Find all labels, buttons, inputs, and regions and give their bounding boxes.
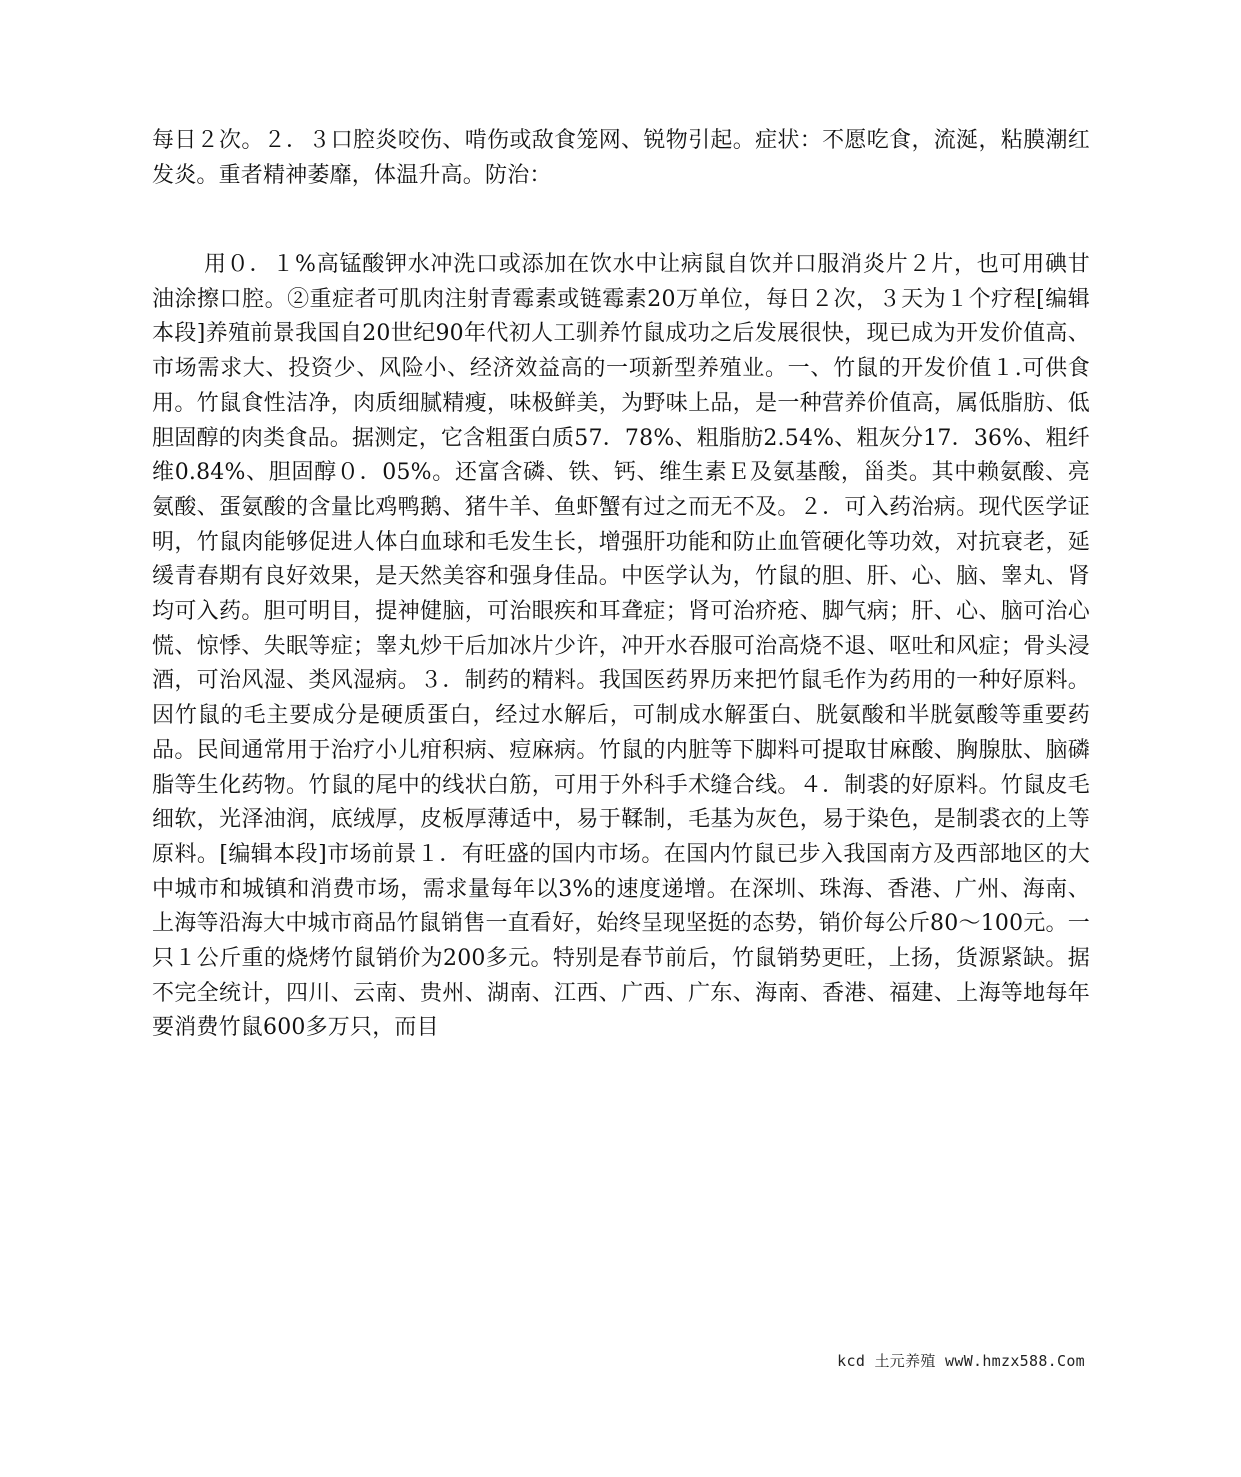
paragraph-stomatitis: 每日２次。２．３口腔炎咬伤、啃伤或敌食笼网、锐物引起。症状：不愿吃食，流涎，粘膜潮红发炎。重者精神萎靡，体温升高。防治： xyxy=(152,128,1090,188)
page-footer-watermark: kcd 土元养殖 wwW.hmzx588.Com xyxy=(837,1352,1085,1370)
paragraph-treatment-and-prospects: 用０．１%高锰酸钾水冲洗口或添加在饮水中让病鼠自饮并口服消炎片２片，也可用碘甘油涂擦口腔。②重症者可肌肉注射青霉素或链霉素20万单位，每日２次，３天为１个疗程[编辑本段]养殖前景我国自20世纪90年代初人工驯养竹鼠成功之后发展很快，现已成为开发价值高、市场需求大、投资少、风险小、经济效益高的一项新型养殖业。一、竹鼠的开发价值１.可供食用。竹鼠食性洁净，肉质细腻精瘦，味极鲜美，为野味上品，是一种营养价值高，属低脂肪、低胆固醇的肉类食品。据测定，它含粗蛋白质57．78%、粗脂肪2.54%、粗灰分17．36%、粗纤维0.84%、胆固醇０．05%。还富含磷、铁、钙、维生素Ｅ及氨基酸，甾类。其中赖氨酸、亮氨酸、蛋氨酸的含量比鸡鸭鹅、猪牛羊、鱼虾蟹有过之而无不及。２．可入药治病。现代医学证明，竹鼠肉能够促进人体白血球和毛发生长，增强肝功能和防止血管硬化等功效，对抗衰老，延缓青春期有良好效果，是天然美容和强身佳品。中医学认为，竹鼠的胆、肝、心、脑、睾丸、肾均可入药。胆可明目，提神健脑，可治眼疾和耳聋症；肾可治疥疮、脚气病；肝、心、脑可治心慌、惊悸、失眠等症；睾丸炒干后加冰片少许，冲开水吞服可治高烧不退、呕吐和风症；骨头浸酒，可治风湿、类风湿病。３．制药的精料。我国医药界历来把竹鼠毛作为药用的一种好原料。因竹鼠的毛主要成分是硬质蛋白，经过水解后，可制成水解蛋白、胱氨酸和半胱氨酸等重要药品。民间通常用于治疗小儿疳积病、痘麻病。竹鼠的内脏等下脚料可提取甘麻酸、胸腺肽、脑磷脂等生化药物。竹鼠的尾中的线状白筋，可用于外科手术缝合线。４．制裘的好原料。竹鼠皮毛细软，光泽油润，底绒厚，皮板厚薄适中，易于鞣制，毛基为灰色，易于染色，是制裘衣的上等原料。[编辑本段]市场前景１．有旺盛的国内市场。在国内竹鼠已步入我国南方及西部地区的大中城市和城镇和消费市场，需求量每年以3%的速度递增。在深圳、珠海、香港、广州、海南、上海等沿海大中城市商品竹鼠销售一直看好，始终呈现坚挺的态势，销价每公斤80～100元。一只１公斤重的烧烤竹鼠销价为200多元。特别是春节前后，竹鼠销势更旺，上扬，货源紧缺。据不完全统计，四川、云南、贵州、湖南、江西、广西、广东、海南、香港、福建、上海等地每年要消费竹鼠600多万只，而目 xyxy=(152,252,1090,1041)
